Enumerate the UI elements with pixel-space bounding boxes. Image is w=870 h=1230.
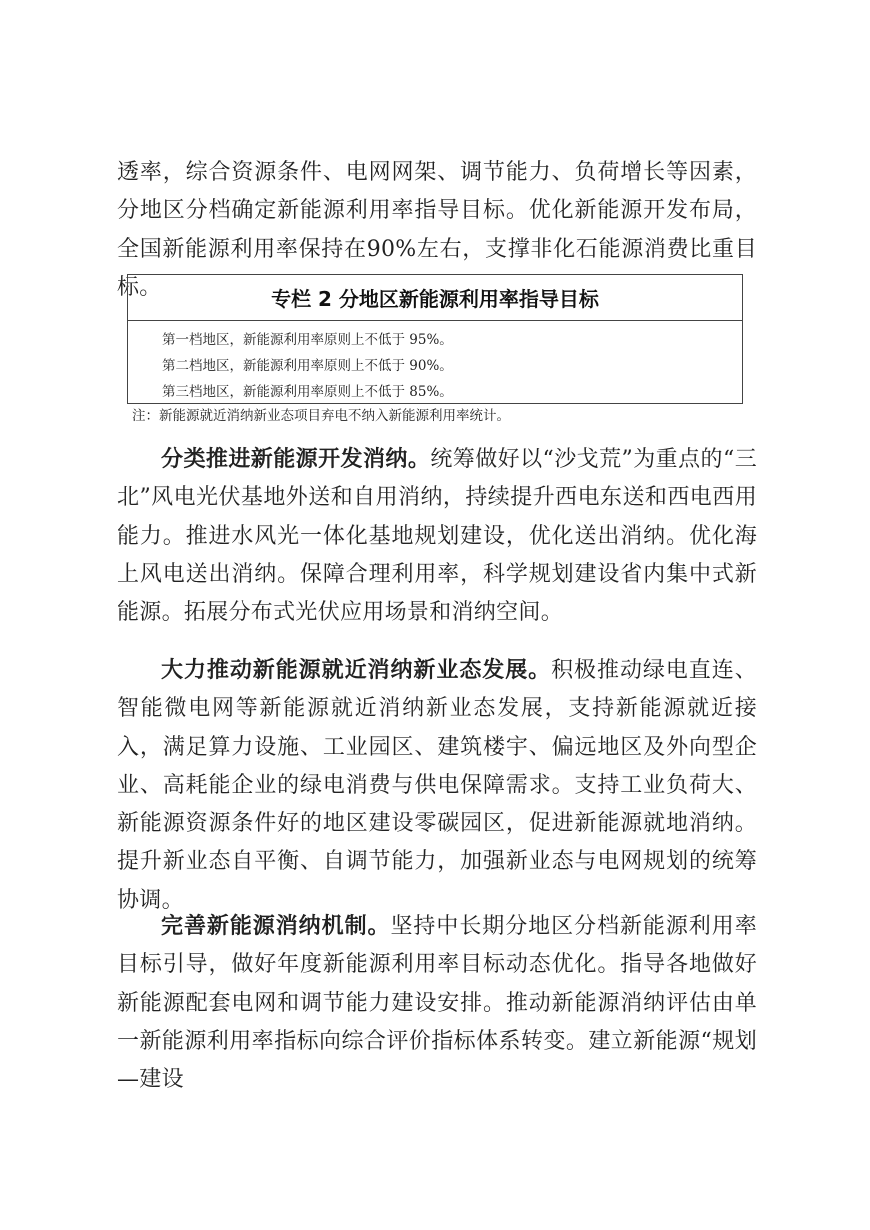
paragraph-development: [117, 440, 757, 632]
info-box-item-2: 第二档地区，新能源利用率原则上不低于 90%。: [162, 358, 453, 374]
info-box: [127, 274, 743, 404]
info-box-list: [128, 321, 742, 405]
box-footnote: 注：新能源就近消纳新业态项目弃电不纳入新能源利用率统计。: [132, 408, 510, 424]
info-box-item-1: 第一档地区，新能源利用率原则上不低于 95%。: [162, 332, 453, 348]
info-box-title: 专栏 2 分地区新能源利用率指导目标: [128, 275, 742, 321]
paragraph-mechanism-text: 坚持中长期分地区分档新能源利用率目标引导，做好年度新能源利用率目标动态优化。指导各地做好新能源配套电网和调节能力建设安排。推动新能源消纳评估由单一新能源利用率指标向综合评价指标体系转变。建立新能源“规划—建设: [117, 914, 757, 1093]
paragraph-new-business-text: 积极推动绿电直连、智能微电网等新能源就近消纳新业态发展，支持新能源就近接入，满足算力设施、工业园区、建筑楼宇、偏远地区及外向型企业、高耗能企业的绿电消费与供电保障需求。支持工业负荷大、新能源资源条件好的地区建设零碳园区，促进新能源就地消纳。提升新业态自平衡、自调节能力，加强新业态与电网规划的统筹协调。: [117, 658, 757, 913]
paragraph-development-text: 统筹做好以“沙戈荒”为重点的“三北”风电光伏基地外送和自用消纳，持续提升西电东送和西电西用能力。推进水风光一体化基地规划建设，优化送出消纳。优化海上风电送出消纳。保障合理利用率，科学规划建设省内集中式新能源。拓展分布式光伏应用场景和消纳空间。: [117, 447, 757, 626]
paragraph-mechanism-lead: 完善新能源消纳机制。: [161, 913, 391, 939]
paragraph-new-business-lead: 大力推动新能源就近消纳新业态发展。: [161, 657, 552, 683]
paragraph-new-business: [117, 651, 757, 920]
paragraph-mechanism: [117, 907, 757, 1099]
paragraph-development-lead: 分类推进新能源开发消纳。: [161, 446, 431, 472]
paragraph-intro-text: 透率，综合资源条件、电网网架、调节能力、负荷增长等因素，分地区分档确定新能源利用率指导目标。优化新能源开发布局，全国新能源利用率保持在90%左右，支撑非化石能源消费比重目标。: [117, 160, 757, 300]
info-box-item-3: 第三档地区，新能源利用率原则上不低于 85%。: [162, 384, 453, 400]
